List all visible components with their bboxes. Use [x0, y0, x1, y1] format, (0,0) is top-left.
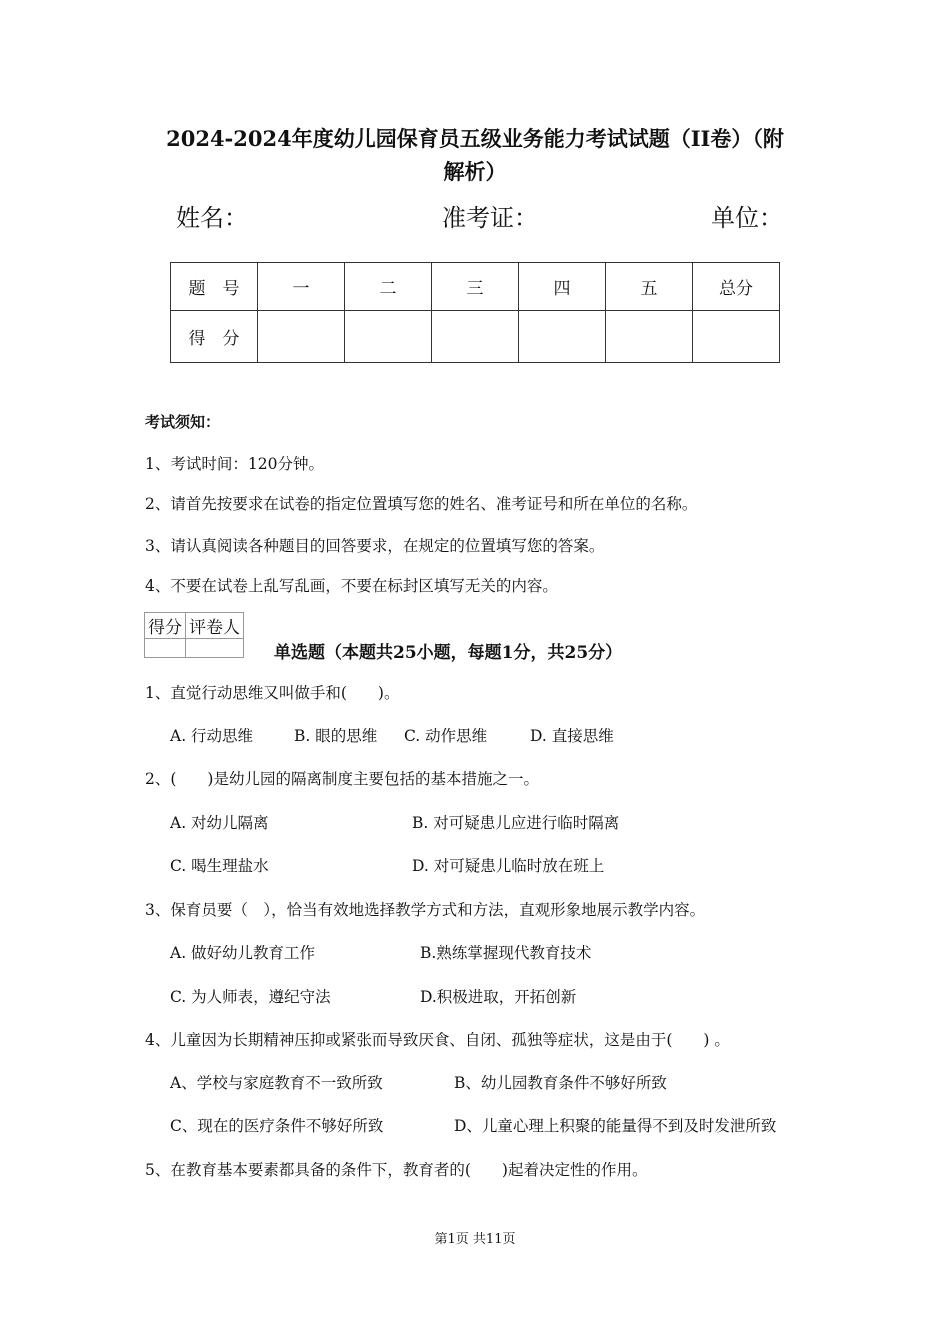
grader-reviewer-cell[interactable]	[186, 639, 244, 658]
grader-score-label: 得分	[145, 613, 186, 639]
score-table	[170, 262, 780, 363]
grader-score-cell[interactable]	[145, 639, 186, 658]
name-field-label: 姓名：	[176, 204, 248, 232]
question-option[interactable]: D.积极进取，开拓创新	[420, 988, 577, 1006]
grader-header-row	[145, 613, 244, 639]
question-stem: 4、儿童因为长期精神压抑或紧张而导致厌食、自闭、孤独等症状，这是由于( ) 。	[145, 1031, 730, 1049]
grader-input-row	[145, 639, 244, 658]
score-header-5: 五	[606, 263, 693, 311]
exam-title-line2: 解析）	[443, 159, 507, 184]
question-option[interactable]: A、学校与家庭教育不一致所致	[170, 1074, 383, 1092]
question-option[interactable]: B. 对可疑患儿应进行临时隔离	[412, 814, 620, 832]
score-cell-total[interactable]	[693, 311, 780, 363]
question-option[interactable]: C. 喝生理盐水	[170, 857, 269, 875]
grader-table	[144, 612, 244, 658]
unit-field-label: 单位：	[711, 204, 783, 232]
notice-title: 考试须知：	[145, 413, 221, 431]
notice-item: 3、请认真阅读各种题目的回答要求，在规定的位置填写您的答案。	[145, 537, 605, 555]
score-header-3: 三	[432, 263, 519, 311]
question-option[interactable]: B、幼儿园教育条件不够好所致	[454, 1074, 667, 1092]
question-option[interactable]: A. 行动思维	[170, 727, 254, 745]
question-stem: 3、保育员要（ ），恰当有效地选择教学方式和方法，直观形象地展示教学内容。	[145, 901, 706, 919]
question-option[interactable]: C. 为人师表，遵纪守法	[170, 988, 331, 1006]
question-stem: 5、在教育基本要素都具备的条件下，教育者的( )起着决定性的作用。	[145, 1161, 648, 1179]
score-header-total: 总分	[693, 263, 780, 311]
score-cell-5[interactable]	[606, 311, 693, 363]
score-header-2: 二	[345, 263, 432, 311]
notice-item: 4、不要在试卷上乱写乱画，不要在标封区填写无关的内容。	[145, 577, 558, 595]
score-row-label: 得 分	[171, 311, 258, 363]
question-option[interactable]: D. 对可疑患儿临时放在班上	[412, 857, 605, 875]
question-option[interactable]: B.熟练掌握现代教育技术	[420, 944, 592, 962]
exam-title-line1: 2024-2024年度幼儿园保育员五级业务能力考试试题（II卷）（附	[166, 126, 784, 151]
notice-item: 1、考试时间：120分钟。	[145, 455, 324, 473]
question-option[interactable]: C. 动作思维	[404, 727, 488, 745]
question-option[interactable]: A. 对幼儿隔离	[170, 814, 269, 832]
question-option[interactable]: C、现在的医疗条件不够好所致	[170, 1117, 384, 1135]
score-header-1: 一	[258, 263, 345, 311]
score-header-4: 四	[519, 263, 606, 311]
notice-item: 2、请首先按要求在试卷的指定位置填写您的姓名、准考证号和所在单位的名称。	[145, 495, 698, 513]
question-option[interactable]: D. 直接思维	[530, 727, 614, 745]
score-cell-4[interactable]	[519, 311, 606, 363]
question-option[interactable]: D、儿童心理上积聚的能量得不到及时发泄所致	[454, 1117, 777, 1135]
score-cell-1[interactable]	[258, 311, 345, 363]
score-table-score-row	[171, 311, 780, 363]
score-header-label: 题 号	[171, 263, 258, 311]
score-table-header-row	[171, 263, 780, 311]
grader-reviewer-label: 评卷人	[186, 613, 244, 639]
question-stem: 1、直觉行动思维又叫做手和( )。	[145, 684, 400, 702]
section-title: 单选题（本题共25小题，每题1分，共25分）	[274, 643, 623, 663]
question-option[interactable]: A. 做好幼儿教育工作	[170, 944, 316, 962]
exam-id-field-label: 准考证：	[442, 204, 538, 232]
score-cell-2[interactable]	[345, 311, 432, 363]
question-stem: 2、( )是幼儿园的隔离制度主要包括的基本措施之一。	[145, 770, 539, 788]
page-footer: 第1页 共11页	[434, 1232, 516, 1247]
score-cell-3[interactable]	[432, 311, 519, 363]
question-option[interactable]: B. 眼的思维	[294, 727, 378, 745]
